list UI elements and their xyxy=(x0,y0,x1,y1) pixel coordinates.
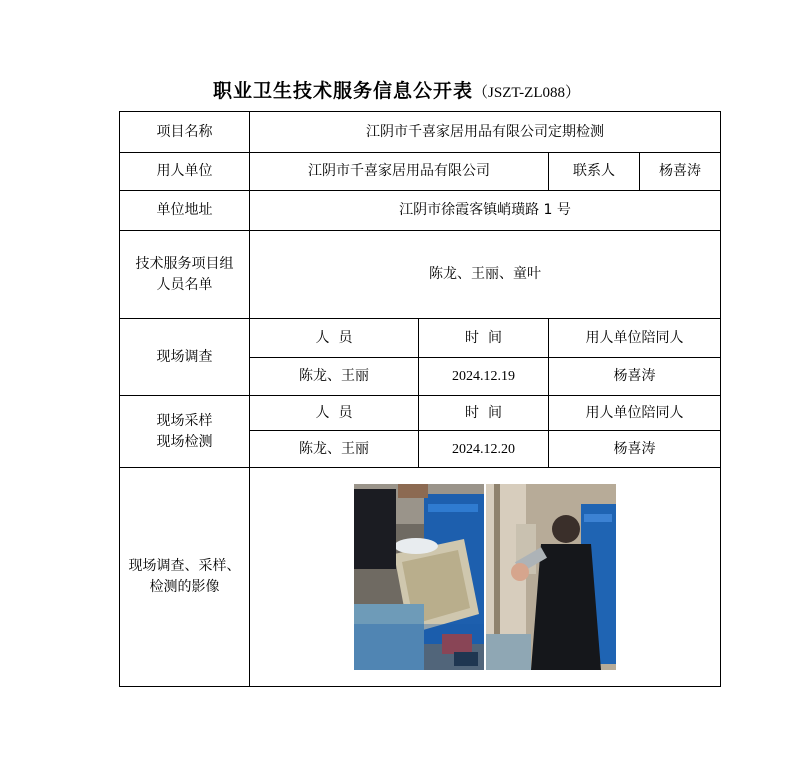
row-address xyxy=(120,191,721,231)
survey-escort: 杨喜涛 xyxy=(549,358,721,396)
survey-col-personnel: 人 员 xyxy=(250,319,419,358)
sampling-col-time: 时 间 xyxy=(419,396,549,431)
document-title xyxy=(0,76,793,103)
contact-value: 杨喜涛 xyxy=(640,153,721,191)
team-value: 陈龙、王丽、童叶 xyxy=(250,231,721,319)
row-sampling-header xyxy=(120,396,721,431)
sampling-personnel: 陈龙、王丽 xyxy=(250,431,419,468)
site-photo-sampling xyxy=(486,484,616,670)
sampling-label-line2: 现场检测 xyxy=(156,433,213,450)
title-code: （JSZT-ZL088） xyxy=(473,85,580,101)
team-label-line1: 技术服务项目组 xyxy=(135,255,234,272)
survey-col-escort: 用人单位陪同人 xyxy=(549,319,721,358)
employer-value: 江阴市千喜家居用品有限公司 xyxy=(250,153,549,191)
row-employer xyxy=(120,153,721,191)
employer-label: 用人单位 xyxy=(120,153,250,191)
survey-label: 现场调查 xyxy=(120,319,250,396)
images-label-line1: 现场调查、采样、 xyxy=(128,558,241,574)
sampling-col-personnel: 人 员 xyxy=(250,396,419,431)
row-survey-header xyxy=(120,319,721,358)
survey-date: 2024.12.19 xyxy=(419,358,549,396)
site-photo-survey xyxy=(354,484,484,670)
team-label xyxy=(120,231,250,319)
title-main: 职业卫生技术服务信息公开表 xyxy=(213,80,474,102)
project-value: 江阴市千喜家居用品有限公司定期检测 xyxy=(250,112,721,153)
survey-col-time: 时 间 xyxy=(419,319,549,358)
contact-label: 联系人 xyxy=(549,153,640,191)
row-images xyxy=(120,468,721,687)
sampling-date: 2024.12.20 xyxy=(419,431,549,468)
sampling-label-line1: 现场采样 xyxy=(156,412,213,429)
sampling-col-escort: 用人单位陪同人 xyxy=(549,396,721,431)
images-cell xyxy=(250,468,721,687)
project-label: 项目名称 xyxy=(120,112,250,153)
address-value: 江阴市徐霞客镇峭璜路 1 号 xyxy=(250,191,721,231)
team-label-line2: 人员名单 xyxy=(156,276,213,293)
images-label-line2: 检测的影像 xyxy=(149,579,220,595)
survey-personnel: 陈龙、王丽 xyxy=(250,358,419,396)
row-team xyxy=(120,231,721,319)
photo-gallery xyxy=(250,484,720,670)
info-table xyxy=(119,111,721,687)
images-label xyxy=(120,468,250,687)
address-label: 单位地址 xyxy=(120,191,250,231)
row-project xyxy=(120,112,721,153)
sampling-label xyxy=(120,396,250,468)
sampling-escort: 杨喜涛 xyxy=(549,431,721,468)
